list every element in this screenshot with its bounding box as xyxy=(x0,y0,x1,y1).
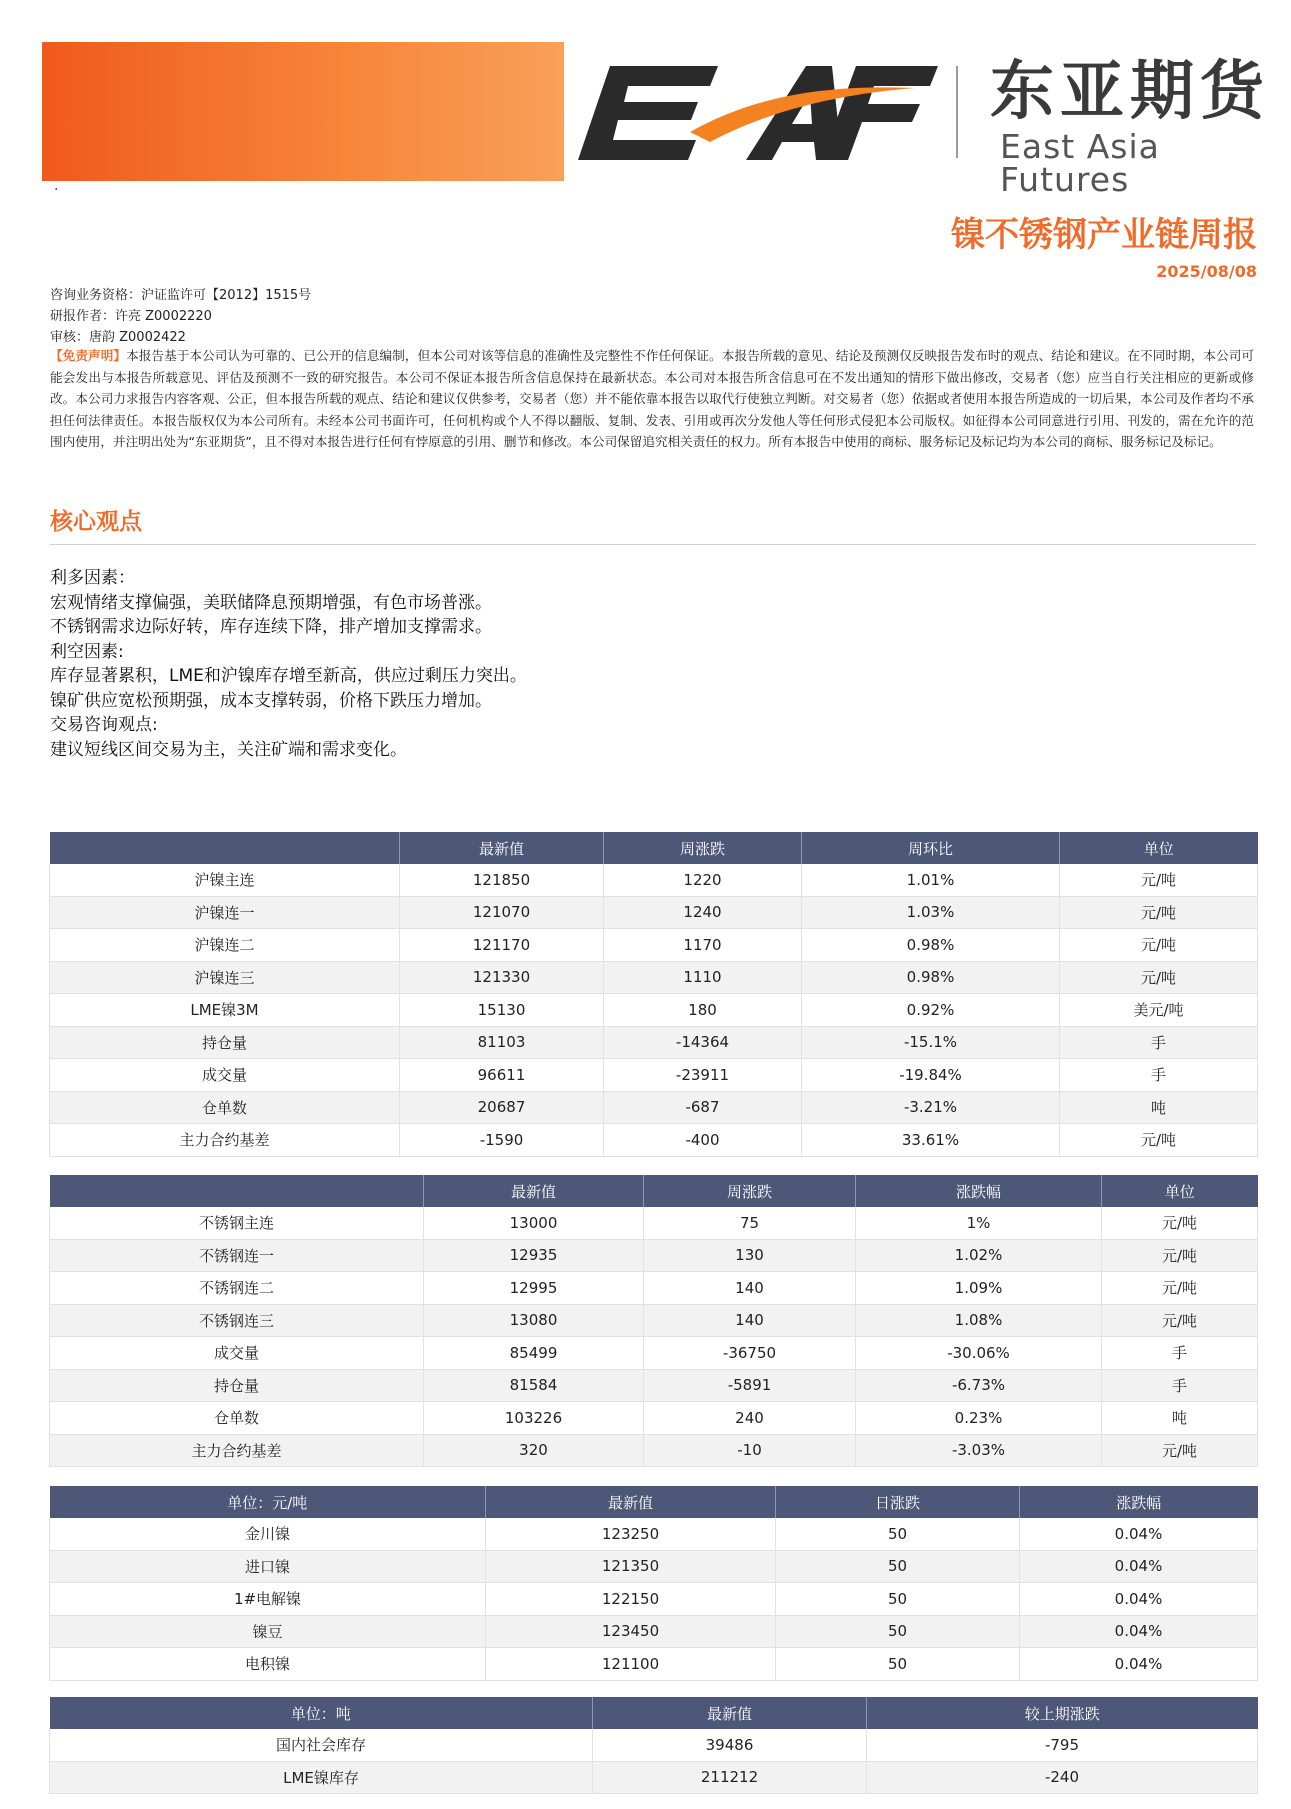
table-row xyxy=(50,1434,1258,1467)
column-header: 最新值 xyxy=(593,1697,867,1729)
table-cell: 1170 xyxy=(604,929,802,962)
disclaimer xyxy=(50,345,1254,453)
table-cell: LME镍3M xyxy=(50,994,400,1027)
table-cell: 121350 xyxy=(486,1550,776,1583)
table-cell: 1.08% xyxy=(856,1304,1102,1337)
table-row xyxy=(50,1550,1258,1583)
table-header-row xyxy=(50,1486,1258,1518)
table-row xyxy=(50,1026,1258,1059)
table-cell: 123450 xyxy=(486,1615,776,1648)
table-cell: 1.09% xyxy=(856,1272,1102,1305)
table-cell: 0.98% xyxy=(802,929,1060,962)
table-cell: -14364 xyxy=(604,1026,802,1059)
core-line: 交易咨询观点: xyxy=(50,715,158,735)
column-header: 单位：吨 xyxy=(50,1697,593,1729)
table-header-row xyxy=(50,832,1258,864)
table-cell: 0.04% xyxy=(1020,1615,1258,1648)
table-cell: 1110 xyxy=(604,961,802,994)
table-cell: 0.92% xyxy=(802,994,1060,1027)
table-row xyxy=(50,1518,1258,1550)
table-cell: 持仓量 xyxy=(50,1026,400,1059)
table-cell: 0.04% xyxy=(1020,1550,1258,1583)
table-row xyxy=(50,1648,1258,1681)
table-cell: 元/吨 xyxy=(1102,1207,1258,1239)
column-header: 周环比 xyxy=(802,832,1060,864)
table-cell: 元/吨 xyxy=(1102,1434,1258,1467)
qualification-text: 咨询业务资格：沪证监许可【2012】1515号 xyxy=(50,288,312,303)
table-cell: 1.02% xyxy=(856,1239,1102,1272)
table-cell: 沪镍连二 xyxy=(50,929,400,962)
table-cell: 手 xyxy=(1102,1337,1258,1370)
table-cell: 96611 xyxy=(400,1059,604,1092)
table-cell: 元/吨 xyxy=(1102,1239,1258,1272)
table-row xyxy=(50,1761,1258,1794)
table-cell: 手 xyxy=(1060,1026,1258,1059)
table-cell: -3.03% xyxy=(856,1434,1102,1467)
table-cell: LME镍库存 xyxy=(50,1761,593,1794)
table-cell: 沪镍连三 xyxy=(50,961,400,994)
table-cell: 0.04% xyxy=(1020,1583,1258,1616)
table-cell: -36750 xyxy=(644,1337,856,1370)
table-cell: 不锈钢连三 xyxy=(50,1304,424,1337)
core-line: 宏观情绪支撑偏强，美联储降息预期增强，有色市场普涨。 xyxy=(50,592,492,613)
table-cell: 元/吨 xyxy=(1060,929,1258,962)
table-cell: 33.61% xyxy=(802,1124,1060,1157)
table-cell: 吨 xyxy=(1060,1091,1258,1124)
table-row xyxy=(50,1304,1258,1337)
author-text: 研报作者：许亮 Z0002220 xyxy=(50,309,212,324)
core-line: 库存显著累积，LME和沪镍库存增至新高，供应过剩压力突出。 xyxy=(50,666,527,686)
table-cell: 81584 xyxy=(424,1369,644,1402)
table-cell: 手 xyxy=(1060,1059,1258,1092)
table-cell: 0.23% xyxy=(856,1402,1102,1435)
table-row xyxy=(50,1369,1258,1402)
table-cell: 金川镍 xyxy=(50,1518,486,1550)
table-cell: 0.04% xyxy=(1020,1518,1258,1550)
table-cell: 1.01% xyxy=(802,864,1060,896)
reviewer-text: 审核：唐韵 Z0002422 xyxy=(50,330,186,345)
table-cell: -1590 xyxy=(400,1124,604,1157)
table-cell: 元/吨 xyxy=(1060,896,1258,929)
table-cell: 0.98% xyxy=(802,961,1060,994)
table-cell: 仓单数 xyxy=(50,1402,424,1435)
table-cell: -30.06% xyxy=(856,1337,1102,1370)
table-cell: 320 xyxy=(424,1434,644,1467)
column-header: 较上期涨跌 xyxy=(867,1697,1258,1729)
brand-name-cn: 东亚期货 xyxy=(990,55,1270,129)
table-row xyxy=(50,1239,1258,1272)
table-row xyxy=(50,1124,1258,1157)
table-row xyxy=(50,1615,1258,1648)
table-cell: 50 xyxy=(776,1518,1020,1550)
table-cell: -23911 xyxy=(604,1059,802,1092)
core-view-title: 核心观点 xyxy=(50,509,142,535)
column-header: 单位 xyxy=(1060,832,1258,864)
table-cell: 进口镍 xyxy=(50,1550,486,1583)
core-line: 镍矿供应宽松预期强，成本支撑转弱，价格下跌压力增加。 xyxy=(50,690,492,711)
table-cell: 1.03% xyxy=(802,896,1060,929)
table-cell: 镍豆 xyxy=(50,1615,486,1648)
table-cell: 121070 xyxy=(400,896,604,929)
table-cell: 121330 xyxy=(400,961,604,994)
table-cell: 75 xyxy=(644,1207,856,1239)
disclaimer-text: 本报告基于本公司认为可靠的、已公开的信息编制，但本公司对该等信息的准确性及完整性不作任何保证。本报告所载的意见、结论及预测仅反映报告发布时的观点、结论和建议。在不同时期，本公司可能会发出与本报告所载意见、评估及预测不一致的研究报告。本公司不保证本报告所含信息保持在最新状态。本公司对本报告所含信息可在不发出通知的情形下做出修改，交易者（您）应当自行关注相应的更新或修改。本公司力求报告内容客观、公正，但本报告所载的观点、结论和建议仅供参考，交易者（您）并不能依靠本报告以取代行使独立判断。对交易者（您）依据或者使用本报告所造成的一切后果，本公司及作者均不承担任何法律责任。本报告版权仅为本公司所有。未经本公司书面许可，任何机构或个人不得以翻版、复制、发表、引用或再次分发他人等任何形式侵犯本公司版权。如征得本公司同意进行引用、刊发的，需在允许的范围内使用，并注明出处为“东亚期货”，且不得对本报告进行任何有悖原意的引用、删节和修改。本公司保留追究相关责任的权力。所有本报告中使用的商标、服务标记及标记均为本公司的商标、服务标记及标记。 xyxy=(50,348,1255,449)
table-cell: 180 xyxy=(604,994,802,1027)
table-cell: 仓单数 xyxy=(50,1091,400,1124)
table-cell: 主力合约基差 xyxy=(50,1124,400,1157)
table-cell: 211212 xyxy=(593,1761,867,1794)
table-row xyxy=(50,864,1258,896)
table-cell: 持仓量 xyxy=(50,1369,424,1402)
table-cell: -400 xyxy=(604,1124,802,1157)
column-header: 最新值 xyxy=(400,832,604,864)
table-cell: 成交量 xyxy=(50,1337,424,1370)
table-cell: 成交量 xyxy=(50,1059,400,1092)
table-cell: 1220 xyxy=(604,864,802,896)
table-cell: 不锈钢连二 xyxy=(50,1272,424,1305)
core-line: 利空因素: xyxy=(50,641,124,662)
table-cell: 121850 xyxy=(400,864,604,896)
table-cell: 手 xyxy=(1102,1369,1258,1402)
spot-nickel-table xyxy=(49,1486,1258,1681)
table-cell: 140 xyxy=(644,1272,856,1305)
table-row xyxy=(50,896,1258,929)
table-cell: 元/吨 xyxy=(1060,1124,1258,1157)
table-cell: -6.73% xyxy=(856,1369,1102,1402)
column-header xyxy=(50,1175,424,1207)
table-cell: -19.84% xyxy=(802,1059,1060,1092)
table-cell: 13000 xyxy=(424,1207,644,1239)
table-cell: 39486 xyxy=(593,1729,867,1761)
eaf-logo-icon xyxy=(570,58,940,168)
table-cell: 元/吨 xyxy=(1060,864,1258,896)
table-cell: 元/吨 xyxy=(1102,1272,1258,1305)
table-cell: 12995 xyxy=(424,1272,644,1305)
disclaimer-tag: 【免责声明】 xyxy=(50,348,127,363)
table-row xyxy=(50,1207,1258,1239)
table-cell: 元/吨 xyxy=(1060,961,1258,994)
column-header: 周涨跌 xyxy=(644,1175,856,1207)
column-header: 涨跌幅 xyxy=(856,1175,1102,1207)
table-row xyxy=(50,1091,1258,1124)
table-cell: 1#电解镍 xyxy=(50,1583,486,1616)
table-cell: 主力合约基差 xyxy=(50,1434,424,1467)
table-cell: 沪镍主连 xyxy=(50,864,400,896)
table-header-row xyxy=(50,1697,1258,1729)
table-cell: 沪镍连一 xyxy=(50,896,400,929)
stainless-futures-table xyxy=(49,1175,1258,1467)
table-row xyxy=(50,1059,1258,1092)
table-cell: 美元/吨 xyxy=(1060,994,1258,1027)
table-row xyxy=(50,961,1258,994)
table-cell: 140 xyxy=(644,1304,856,1337)
table-cell: 12935 xyxy=(424,1239,644,1272)
table-cell: 20687 xyxy=(400,1091,604,1124)
table-cell: 50 xyxy=(776,1583,1020,1616)
column-header: 单位：元/吨 xyxy=(50,1486,486,1518)
core-line: 建议短线区间交易为主，关注矿端和需求变化。 xyxy=(50,739,407,760)
core-line: 利多因素： xyxy=(50,568,135,588)
table-cell: 元/吨 xyxy=(1102,1304,1258,1337)
table-cell: 0.04% xyxy=(1020,1648,1258,1681)
table-row xyxy=(50,1402,1258,1435)
table-cell: -687 xyxy=(604,1091,802,1124)
table-row xyxy=(50,994,1258,1027)
core-view-divider xyxy=(50,544,1256,545)
table-cell: -15.1% xyxy=(802,1026,1060,1059)
inventory-table xyxy=(49,1697,1258,1794)
table-header-row xyxy=(50,1175,1258,1207)
table-cell: 50 xyxy=(776,1550,1020,1583)
table-row xyxy=(50,1337,1258,1370)
table-cell: 50 xyxy=(776,1648,1020,1681)
table-cell: 电积镍 xyxy=(50,1648,486,1681)
table-cell: 不锈钢主连 xyxy=(50,1207,424,1239)
table-cell: 1240 xyxy=(604,896,802,929)
column-header: 最新值 xyxy=(424,1175,644,1207)
nickel-futures-table xyxy=(49,832,1258,1157)
core-line: 不锈钢需求边际好转，库存连续下降，排产增加支撑需求。 xyxy=(50,617,492,637)
table-cell: 1% xyxy=(856,1207,1102,1239)
table-row xyxy=(50,1272,1258,1305)
table-cell: 85499 xyxy=(424,1337,644,1370)
table-cell: -3.21% xyxy=(802,1091,1060,1124)
column-header: 日涨跌 xyxy=(776,1486,1020,1518)
table-cell: -795 xyxy=(867,1729,1258,1761)
brand-name-en: East Asia Futures xyxy=(1000,127,1160,199)
table-cell: 50 xyxy=(776,1615,1020,1648)
column-header: 最新值 xyxy=(486,1486,776,1518)
core-view-body xyxy=(50,566,527,762)
table-cell: 国内社会库存 xyxy=(50,1729,593,1761)
table-cell: 121170 xyxy=(400,929,604,962)
table-cell: 81103 xyxy=(400,1026,604,1059)
table-cell: 240 xyxy=(644,1402,856,1435)
header-orange-banner xyxy=(42,42,564,181)
table-cell: 不锈钢连一 xyxy=(50,1239,424,1272)
table-row xyxy=(50,929,1258,962)
report-title: 镍不锈钢产业链周报 xyxy=(951,215,1257,255)
column-header: 周涨跌 xyxy=(604,832,802,864)
table-cell: 122150 xyxy=(486,1583,776,1616)
table-row xyxy=(50,1729,1258,1761)
table-row xyxy=(50,1583,1258,1616)
logo-divider xyxy=(956,66,958,158)
table-cell: 13080 xyxy=(424,1304,644,1337)
table-cell: 103226 xyxy=(424,1402,644,1435)
table-cell: 121100 xyxy=(486,1648,776,1681)
table-cell: -240 xyxy=(867,1761,1258,1794)
table-cell: 123250 xyxy=(486,1518,776,1550)
table-cell: -10 xyxy=(644,1434,856,1467)
column-header xyxy=(50,832,400,864)
table-cell: -5891 xyxy=(644,1369,856,1402)
table-cell: 130 xyxy=(644,1239,856,1272)
column-header: 单位 xyxy=(1102,1175,1258,1207)
bullet-dot: · xyxy=(54,182,59,198)
column-header: 涨跌幅 xyxy=(1020,1486,1258,1518)
report-date: 2025/08/08 xyxy=(1156,262,1257,281)
table-cell: 吨 xyxy=(1102,1402,1258,1435)
table-cell: 15130 xyxy=(400,994,604,1027)
